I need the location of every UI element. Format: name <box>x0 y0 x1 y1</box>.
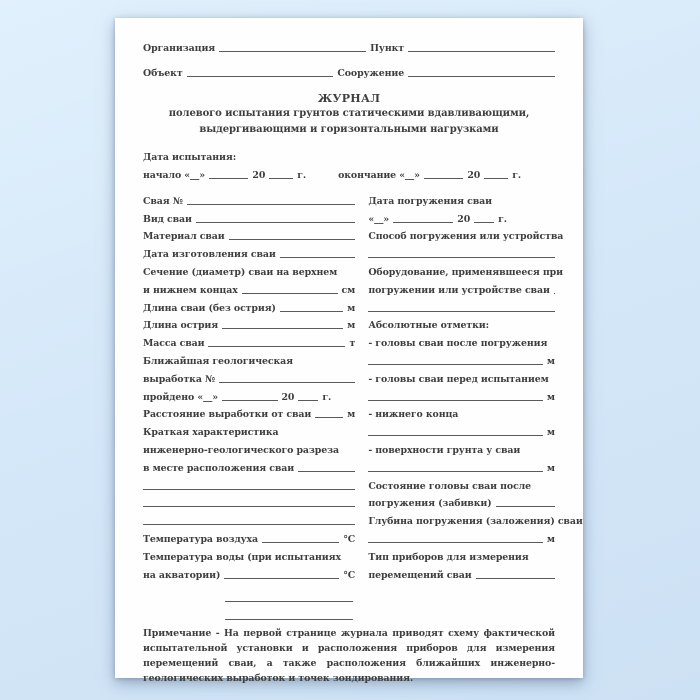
blank-fill-line <box>187 76 334 77</box>
form-right-column <box>368 189 583 622</box>
unit-label: °С <box>343 533 356 545</box>
form-row <box>143 403 355 421</box>
field-label: Свая № <box>143 195 183 207</box>
blank-fill-line <box>280 257 355 258</box>
blank-fill-line <box>219 382 355 383</box>
blank-fill-line <box>476 578 555 579</box>
blank-fill-line <box>484 178 508 179</box>
field-label: Оборудование, применявшееся при <box>368 266 563 278</box>
form-row <box>143 474 355 492</box>
form-row <box>143 207 355 225</box>
form-row <box>143 492 355 510</box>
form-row <box>143 260 355 278</box>
form-row <box>368 260 563 278</box>
journal-page <box>115 18 583 685</box>
field-label: - поверхности грунта у сваи <box>368 444 521 456</box>
blank-fill-line <box>368 435 543 436</box>
blank-fill-line <box>496 506 555 507</box>
form-row <box>368 438 555 456</box>
form-row <box>368 207 555 225</box>
blank-fill-line <box>554 293 555 294</box>
field-label: Организация <box>143 43 216 54</box>
form-row <box>368 420 555 438</box>
field-label: Объект <box>143 68 183 79</box>
field-label: начало «__» <box>143 170 205 181</box>
blank-fill-line <box>368 471 543 472</box>
unit-label: м <box>347 409 356 421</box>
form-row <box>143 527 355 545</box>
form-row <box>368 296 555 314</box>
blank-fill-line <box>209 178 248 179</box>
form-row <box>143 545 355 563</box>
page-subtitle-2: выдергивающими и горизонтальными нагрузками <box>199 123 499 135</box>
form-row <box>368 349 555 367</box>
blank-fill-line <box>143 506 355 507</box>
field-label: перемещений сваи <box>368 569 472 581</box>
unit-label: м <box>546 533 555 545</box>
footnote: Примечание - На первой странице журнала приводят схему фактической испытательной установки и расположения приборов для измерения перемещений сваи, а также расположения ближайших инженерно-геологических выработок и точек зондирования. <box>143 628 555 685</box>
spacer <box>335 402 355 403</box>
blank-fill-line <box>187 204 355 205</box>
form-row <box>368 456 555 474</box>
form-row <box>143 438 355 456</box>
spacer <box>310 180 334 181</box>
field-label: выработка № <box>143 373 216 385</box>
form-row <box>143 278 355 296</box>
form-row <box>368 385 555 403</box>
page-content <box>115 18 583 686</box>
form-row <box>143 563 355 581</box>
field-label: 20 <box>467 170 481 181</box>
field-label: на акватории) <box>143 569 221 581</box>
blank-fill-line <box>224 578 339 579</box>
page-title: ЖУРНАЛ <box>317 92 381 105</box>
blank-fill-line <box>408 51 555 52</box>
field-label: 20 <box>252 170 266 181</box>
field-label: - головы сваи после погружения <box>368 338 548 350</box>
field-label: Краткая характеристика <box>143 427 279 439</box>
field-label: Вид сваи <box>143 213 192 225</box>
field-label: в месте расположения сваи <box>143 462 295 474</box>
form-row <box>368 527 555 545</box>
field-label: г. <box>498 213 507 225</box>
form-row <box>368 225 564 243</box>
form-row <box>143 604 355 622</box>
field-label: Длина острия <box>143 320 219 332</box>
blank-fill-line <box>242 293 338 294</box>
title-block <box>143 92 555 137</box>
blank-fill-line <box>408 76 555 77</box>
blank-fill-line <box>474 222 494 223</box>
unit-label: м <box>546 391 555 403</box>
field-label: Тип приборов для измерения <box>368 551 529 563</box>
field-label: Сооружение <box>337 68 405 79</box>
form-row <box>368 403 555 421</box>
page-subtitle-1: полевого испытания грунтов статическими вдавливающими, <box>168 108 530 119</box>
blank-fill-line <box>143 489 355 490</box>
blank-fill-line <box>368 400 543 401</box>
spacer <box>511 224 555 225</box>
blank-fill-line <box>315 417 343 418</box>
field-label: 20 <box>457 213 471 225</box>
form-row <box>143 314 355 332</box>
unit-label: м <box>546 355 555 367</box>
form-row <box>368 545 555 563</box>
unit-label: °С <box>343 569 356 581</box>
field-label: - нижнего конца <box>368 409 459 421</box>
form-row <box>368 331 555 349</box>
form-row <box>368 474 555 492</box>
blank-fill-line <box>222 328 343 329</box>
field-label: г. <box>322 391 332 403</box>
unit-label: м <box>546 427 555 439</box>
form-row <box>143 242 355 260</box>
test-date-label: Дата испытания: <box>143 152 237 163</box>
blank-fill-line <box>262 542 339 543</box>
blank-fill-line <box>269 178 293 179</box>
form-left-column <box>143 189 355 622</box>
field-label: Материал сваи <box>143 231 225 243</box>
form-row <box>143 331 355 349</box>
field-label: г. <box>512 170 521 181</box>
blank-fill-line <box>298 471 355 472</box>
form-row <box>368 509 583 528</box>
form-row <box>368 242 555 260</box>
column-gap <box>355 189 368 622</box>
field-label: Температура воды (при испытаниях <box>143 551 341 563</box>
form-row <box>143 189 355 207</box>
blank-fill-line <box>368 311 555 312</box>
form-row <box>143 420 355 438</box>
unit-label: т <box>349 338 356 350</box>
unit-label: м <box>546 462 555 474</box>
blank-fill-line <box>280 311 343 312</box>
blank-fill-line <box>208 346 345 347</box>
form-row <box>368 278 555 296</box>
field-label: Глубина погружения (заложения) сваи <box>368 516 583 528</box>
field-label: инженерно-геологического разреза <box>143 444 339 456</box>
blank-fill-line <box>143 524 355 525</box>
field-label: погружения (забивки) <box>368 498 492 510</box>
blank-fill-line <box>368 364 543 365</box>
field-label: Масса сваи <box>143 338 205 350</box>
form-row <box>143 367 355 385</box>
form-row <box>143 587 355 605</box>
header-fields <box>143 42 555 79</box>
field-label: «__» <box>368 213 390 225</box>
blank-fill-line <box>393 222 453 223</box>
field-label: Температура воздуха <box>143 533 259 545</box>
blank-fill-line <box>219 51 366 52</box>
field-label: пройдено «__» <box>143 391 219 403</box>
unit-label: м <box>347 320 356 332</box>
form-row <box>368 563 555 581</box>
form-row <box>368 189 555 207</box>
form-row <box>143 225 355 243</box>
field-label: г. <box>297 170 307 181</box>
blank-fill-line <box>424 178 463 179</box>
field-label: Расстояние выработки от сваи <box>143 409 312 421</box>
unit-label: м <box>347 302 356 314</box>
field-label: Дата погружения сваи <box>368 195 493 207</box>
field-label: погружении или устройстве сваи <box>368 284 550 296</box>
field-label: Состояние головы сваи после <box>368 480 532 492</box>
form-row <box>143 385 355 403</box>
blank-fill-line <box>368 542 543 543</box>
form-row <box>143 296 355 314</box>
spacer <box>525 180 555 181</box>
form-row <box>143 456 355 474</box>
field-label: Дата изготовления сваи <box>143 249 276 261</box>
form-row <box>368 367 555 385</box>
field-label: Способ погружения или устройства <box>368 231 564 243</box>
blank-fill-line <box>196 222 355 223</box>
blank-fill-line <box>229 239 356 240</box>
unit-label: см <box>341 284 356 296</box>
form-row <box>143 349 355 367</box>
form-row <box>368 314 555 332</box>
blank-fill-line <box>225 601 353 602</box>
field-label: - головы сваи перед испытанием <box>368 373 549 385</box>
form-columns <box>143 189 583 622</box>
form-row <box>143 164 555 181</box>
blank-fill-line <box>298 400 318 401</box>
field-label: 20 <box>281 391 295 403</box>
field-label: Абсолютные отметки: <box>368 320 489 332</box>
blank-fill-line <box>222 400 277 401</box>
field-label: Длина сваи (без острия) <box>143 302 276 314</box>
field-label: Пункт <box>370 43 404 54</box>
form-row <box>143 42 555 54</box>
blank-fill-line <box>368 257 555 258</box>
test-date-fields <box>143 164 555 181</box>
field-label: Сечение (диаметр) сваи на верхнем <box>143 266 338 278</box>
form-row <box>143 509 355 527</box>
field-label: Ближайшая геологическая <box>143 355 293 367</box>
form-row <box>143 67 555 79</box>
field-label: окончание «__» <box>338 170 420 181</box>
blank-fill-line <box>225 619 353 620</box>
form-row <box>368 492 555 510</box>
field-label: и нижнем концах <box>143 284 238 296</box>
